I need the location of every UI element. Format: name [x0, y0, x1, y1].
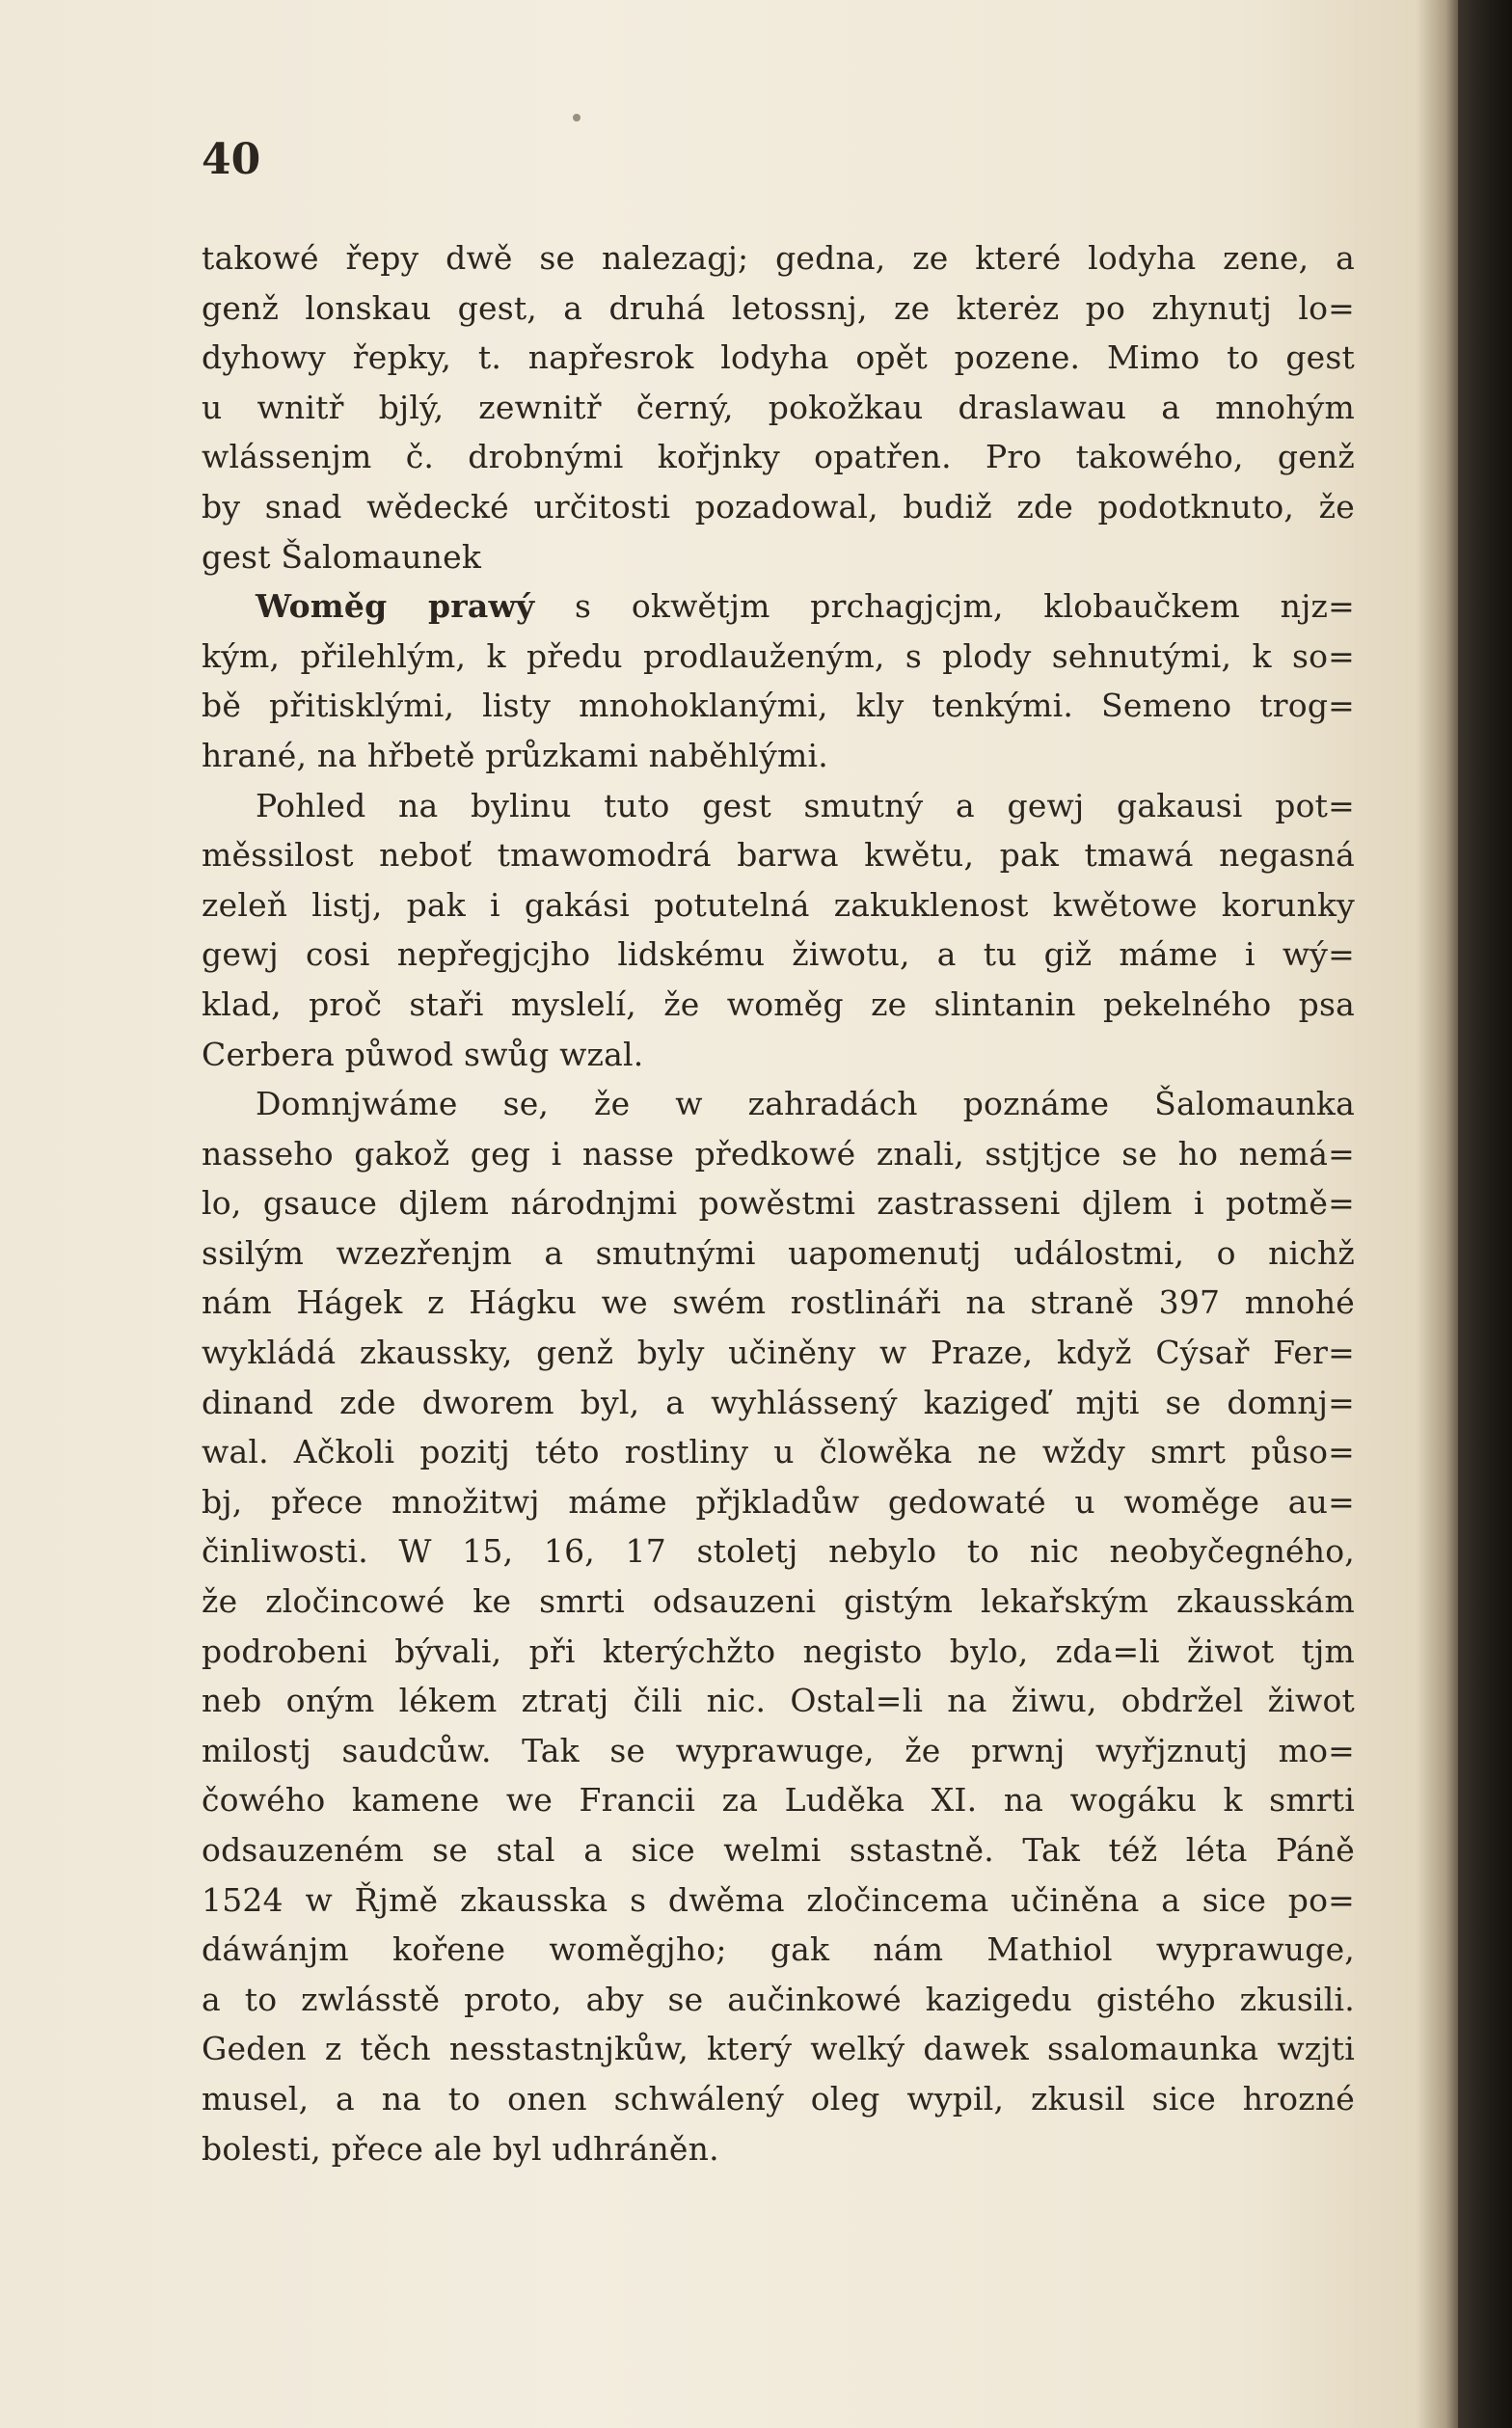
text-line [202, 581, 1355, 632]
text-line: Pohled na bylinu tuto gest smutný a gewj gakausi pot= [256, 786, 1355, 824]
text-line: u wnitř bjlý, zewnitř černý, pokožkau draslawau a mnohým [202, 388, 1355, 426]
text-line: gewj cosi nepřegjcjho lidskému žiwotu, a tu giž máme i wý= [202, 935, 1355, 974]
text-line: wlássenjm č. drobnými kořjnky opatřen. Pro takowého, genž [202, 438, 1355, 476]
text-line: odsauzeném se stal a sice welmi sstastně. Tak též léta Páně [202, 1831, 1355, 1869]
text-line: činliwosti. W 15, 16, 17 stoletj nebylo to nic neobyčegného, [202, 1532, 1355, 1571]
paragraph-1 [202, 233, 1355, 581]
paragraph-2 [202, 581, 1355, 780]
text-line: dinand zde dworem byl, a wyhlássený kazigeď mjti se domnj= [202, 1383, 1355, 1421]
text-line: 1524 w Řjmě zkausska s dwěma zločincema učiněna a sice po= [202, 1880, 1355, 1919]
text-fragment: s okwětjm prchagjcjm, klobaučkem njz= [534, 587, 1355, 626]
page-gutter-shadow [1418, 0, 1458, 2428]
text-line: bj, přece množitwj máme přjkladůw gedowaté u woměge au= [202, 1482, 1355, 1521]
text-line: klad, proč staři myslelí, že woměg ze slintanin pekelného psa [202, 985, 1355, 1023]
text-line: a to zwlásstě proto, aby se aučinkowé kazigedu gistého zkusili. [202, 1980, 1355, 2018]
text-line: měssilost neboť tmawomodrá barwa kwětu, pak tmawá negasná [202, 836, 1355, 875]
text-line: lo, gsauce djlem národnjmi powěstmi zastrasseni djlem i potmě= [202, 1184, 1355, 1223]
ink-speck [573, 114, 580, 121]
text-line: Cerbera půwod swůg wzal. [202, 1035, 644, 1073]
text-line: wykládá zkaussky, genž byly učiněny w Praze, když Cýsař Fer= [202, 1334, 1355, 1372]
text-line: že zločincowé ke smrti odsauzeni gistým lekařským zkausskám [202, 1582, 1355, 1621]
paragraph-3 [202, 781, 1355, 1080]
text-line: hrané, na hřbetě průzkami naběhlými. [202, 736, 828, 774]
text-line: genž lonskau gest, a druhá letossnj, ze kterėz po zhynutj lo= [202, 288, 1355, 327]
text-line: zeleň listj, pak i gakási potutelná zakuklenost kwětowe korunky [202, 885, 1355, 924]
paragraph-4 [202, 1079, 1355, 2173]
text-line: Domnjwáme se, že w zahradách poznáme Šalomaunka [256, 1085, 1355, 1123]
text-line: ssilým wzezřenjm a smutnými uapomenutj událostmi, o nichž [202, 1233, 1355, 1272]
text-line: wal. Ačkoli pozitj této rostliny u člowěka ne wždy smrt půso= [202, 1433, 1355, 1471]
text-line: by snad wědecké určitosti pozadowal, budiž zde podotknuto, že [202, 487, 1355, 526]
text-line: gest Šalomaunek [202, 537, 482, 576]
text-line: milostj saudcůw. Tak se wyprawuge, že prwnj wyřjznutj mo= [202, 1731, 1355, 1769]
text-line: bě přitisklými, listy mnohoklanými, kly tenkými. Semeno trog= [202, 687, 1355, 725]
text-line: kým, přilehlým, k předu prodlauženým, s plody sehnutými, k so= [202, 636, 1355, 675]
text-line: neb oným lékem ztratj čili nic. Ostal=li na žiwu, obdržel žiwot [202, 1682, 1355, 1720]
text-line: musel, a na to onen schwálený oleg wypil, zkusil sice hrozné [202, 2079, 1355, 2118]
body-text [202, 233, 1355, 2173]
text-line: takowé řepy dwě se nalezagj; gedna, ze které lodyha zene, a [202, 239, 1355, 277]
book-edge [1458, 0, 1512, 2428]
text-line: čowého kamene we Francii za Luděka XI. na wogáku k smrti [202, 1781, 1355, 1820]
text-line: podrobeni bývali, při kterýchžto negisto bylo, zda=li žiwot tjm [202, 1632, 1355, 1670]
page-number: 40 [202, 135, 261, 184]
species-name: Woměg prawý [256, 587, 535, 626]
text-line: nasseho gakož geg i nasse předkowé znali, sstjtjce se ho nemá= [202, 1134, 1355, 1173]
text-line: dyhowy řepky, t. napřesrok lodyha opět pozene. Mimo to gest [202, 338, 1355, 377]
text-line: dáwánjm kořene woměgjho; gak nám Mathiol wyprawuge, [202, 1930, 1355, 1969]
text-line: bolesti, přece ale byl udhráněn. [202, 2129, 719, 2168]
text-line: nám Hágek z Hágku we swém rostlináři na straně 397 mnohé [202, 1283, 1355, 1322]
text-line: Geden z těch nesstastnjkůw, který welký dawek ssalomaunka wzjti [202, 2030, 1355, 2068]
